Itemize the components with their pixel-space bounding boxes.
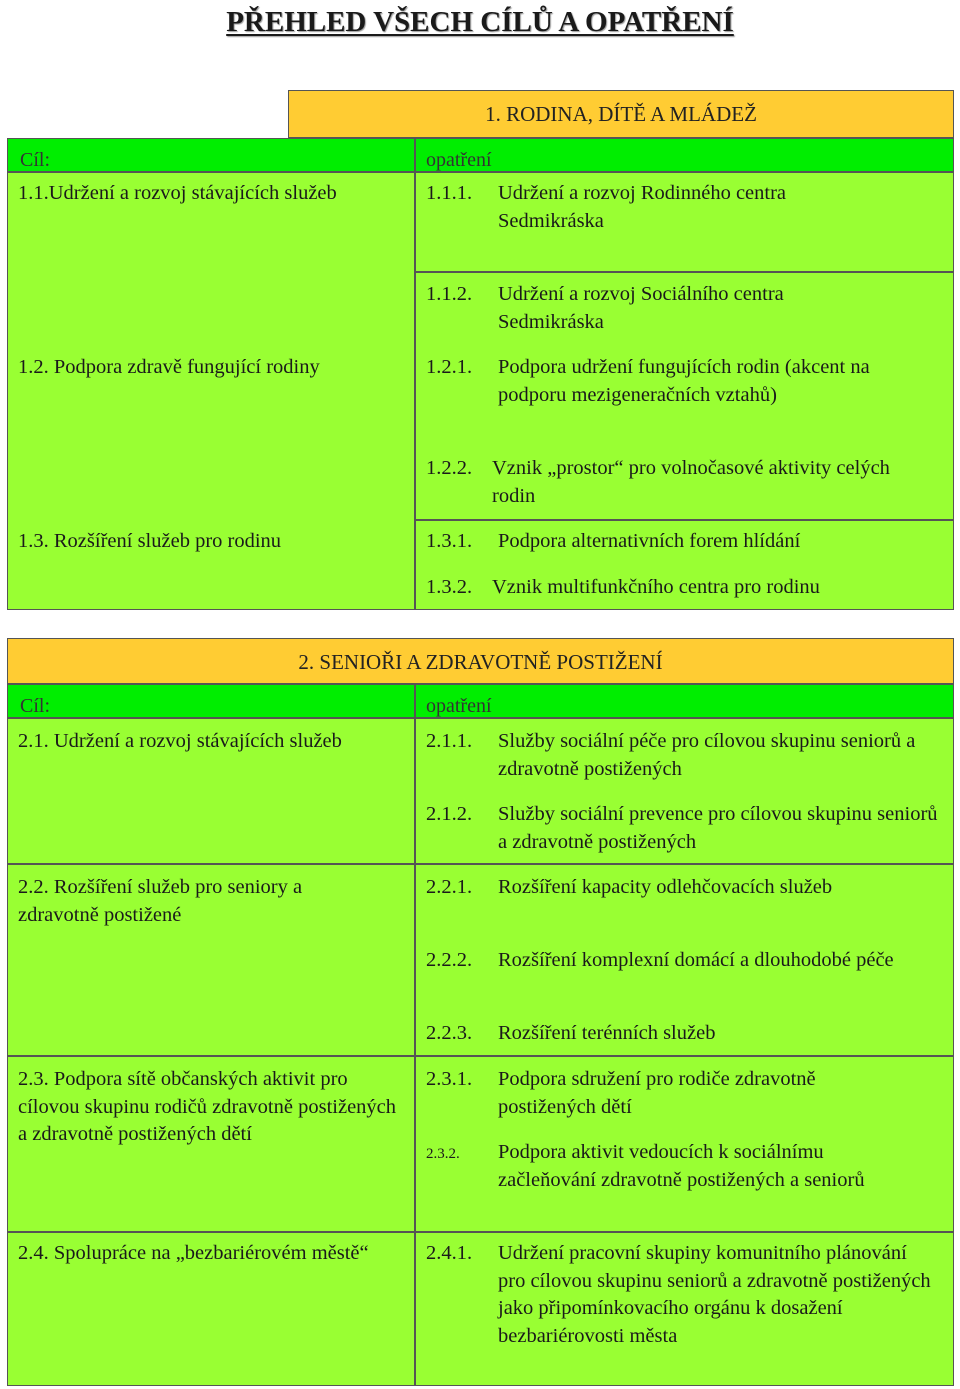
page-title: PŘEHLED VŠECH CÍLŮ A OPATŘENÍ <box>226 6 734 38</box>
goal-item: 2.4. Spolupráce na „bezbariérovém městě“ <box>18 1242 369 1264</box>
section-heading: 1. RODINA, DÍTĚ A MLÁDEŽ <box>288 90 954 138</box>
goal-item: 2.1. Udržení a rozvoj stávajících služeb <box>18 730 342 752</box>
goal-item: 2.3. Podpora sítě občanských aktivit pro cílovou skupinu rodičů zdravotně postižených a zdravotně postižených dětí <box>18 1068 397 1145</box>
measure-column-label: opatření <box>415 138 954 172</box>
goal-column-label: Cíl: <box>7 138 415 172</box>
goal-item: 1.3. Rozšíření služeb pro rodinu <box>18 530 282 552</box>
goal-column-label: Cíl: <box>7 684 415 718</box>
measure-column-label: opatření <box>415 684 954 718</box>
goal-item: 1.1.Udržení a rozvoj stávajících služeb <box>18 182 337 204</box>
goal-item: 2.2. Rozšíření služeb pro seniory a zdravotně postižené <box>18 876 303 926</box>
section-heading: 2. SENIOŘI A ZDRAVOTNĚ POSTIŽENÍ <box>7 638 954 684</box>
goal-item: 1.2. Podpora zdravě fungující rodiny <box>18 356 320 378</box>
